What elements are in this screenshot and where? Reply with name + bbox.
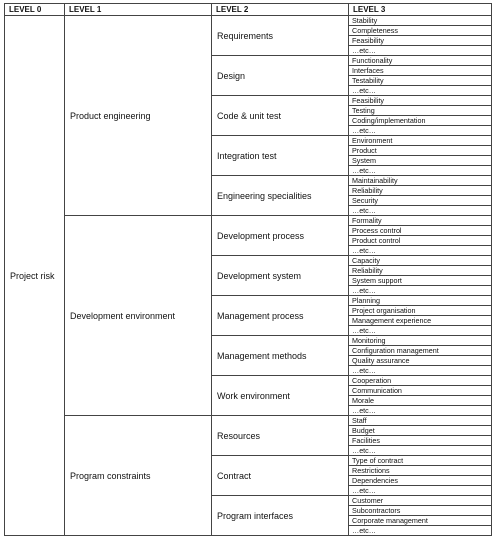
- level1-cell: Development environment: [65, 216, 212, 416]
- level2-cell: Resources: [212, 416, 349, 456]
- level3-item: Process control: [349, 226, 492, 236]
- level2-cell: Development process: [212, 216, 349, 256]
- level3-item: Formality: [349, 216, 492, 226]
- level2-cell: Development system: [212, 256, 349, 296]
- level2-cell: Code & unit test: [212, 96, 349, 136]
- level1-cell: Product engineering: [65, 16, 212, 216]
- level3-item: System: [349, 156, 492, 166]
- level3-item: Product: [349, 146, 492, 156]
- level3-item: Project organisation: [349, 306, 492, 316]
- level3-item: …etc…: [349, 446, 492, 456]
- level3-item: Feasibility: [349, 96, 492, 106]
- level3-item: Maintainability: [349, 176, 492, 186]
- risk-breakdown-table: [4, 3, 492, 536]
- table-header: [5, 4, 492, 16]
- level3-item: Product control: [349, 236, 492, 246]
- level3-item: …etc…: [349, 46, 492, 56]
- level3-item: System support: [349, 276, 492, 286]
- level3-item: Completeness: [349, 26, 492, 36]
- level3-item: …etc…: [349, 86, 492, 96]
- level3-item: Coding/implementation: [349, 116, 492, 126]
- level3-item: Security: [349, 196, 492, 206]
- level3-item: Restrictions: [349, 466, 492, 476]
- risk-table-container: [4, 3, 492, 536]
- level0-cell: Project risk: [5, 16, 65, 536]
- level3-item: Testability: [349, 76, 492, 86]
- table-body: [5, 16, 492, 536]
- level3-item: Testing: [349, 106, 492, 116]
- level3-item: …etc…: [349, 406, 492, 416]
- level3-item: …etc…: [349, 126, 492, 136]
- level2-cell: Program interfaces: [212, 496, 349, 536]
- table-row: [5, 416, 492, 426]
- level3-item: …etc…: [349, 246, 492, 256]
- level3-item: Budget: [349, 426, 492, 436]
- level3-item: Feasibility: [349, 36, 492, 46]
- level3-item: Stability: [349, 16, 492, 26]
- header-level-3: LEVEL 3: [349, 4, 492, 16]
- level3-item: Communication: [349, 386, 492, 396]
- level3-item: Corporate management: [349, 516, 492, 526]
- level3-item: Facilities: [349, 436, 492, 446]
- level3-item: Capacity: [349, 256, 492, 266]
- level3-item: Interfaces: [349, 66, 492, 76]
- header-level-2: LEVEL 2: [212, 4, 349, 16]
- level3-item: Morale: [349, 396, 492, 406]
- level3-item: Reliability: [349, 186, 492, 196]
- level2-cell: Work environment: [212, 376, 349, 416]
- level3-item: …etc…: [349, 166, 492, 176]
- level3-item: Type of contract: [349, 456, 492, 466]
- level3-item: …etc…: [349, 286, 492, 296]
- level3-item: Subcontractors: [349, 506, 492, 516]
- level3-item: …etc…: [349, 206, 492, 216]
- level2-cell: Contract: [212, 456, 349, 496]
- level3-item: Configuration management: [349, 346, 492, 356]
- level3-item: Environment: [349, 136, 492, 146]
- level2-cell: Management methods: [212, 336, 349, 376]
- level3-item: …etc…: [349, 366, 492, 376]
- level1-cell: Program constraints: [65, 416, 212, 536]
- level3-item: …etc…: [349, 326, 492, 336]
- header-level-0: LEVEL 0: [5, 4, 65, 16]
- level3-item: …etc…: [349, 486, 492, 496]
- level3-item: Cooperation: [349, 376, 492, 386]
- level2-cell: Requirements: [212, 16, 349, 56]
- level3-item: Monitoring: [349, 336, 492, 346]
- level3-item: Staff: [349, 416, 492, 426]
- level2-cell: Engineering specialities: [212, 176, 349, 216]
- level2-cell: Management process: [212, 296, 349, 336]
- header-level-1: LEVEL 1: [65, 4, 212, 16]
- level3-item: Customer: [349, 496, 492, 506]
- level3-item: Functionality: [349, 56, 492, 66]
- header-row: [5, 4, 492, 16]
- level3-item: Management experience: [349, 316, 492, 326]
- level3-item: Reliability: [349, 266, 492, 276]
- level3-item: …etc…: [349, 526, 492, 536]
- level3-item: Dependencies: [349, 476, 492, 486]
- table-row: [5, 216, 492, 226]
- level2-cell: Integration test: [212, 136, 349, 176]
- table-row: [5, 16, 492, 26]
- level2-cell: Design: [212, 56, 349, 96]
- level3-item: Planning: [349, 296, 492, 306]
- level3-item: Quality assurance: [349, 356, 492, 366]
